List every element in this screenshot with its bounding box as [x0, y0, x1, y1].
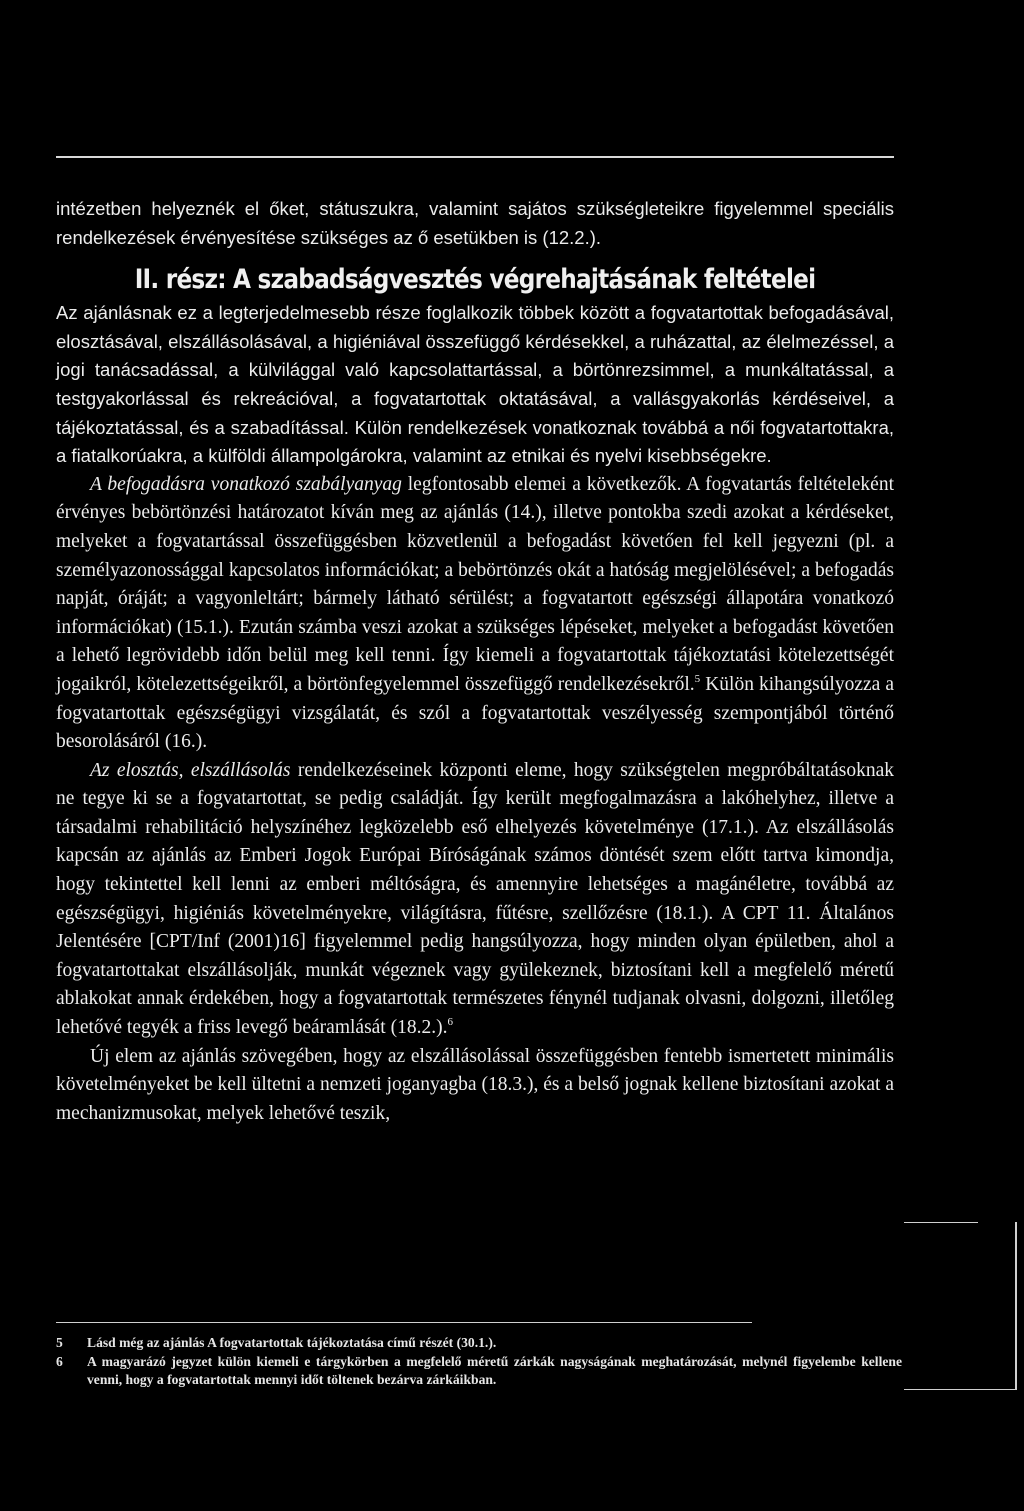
footnote-text: A magyarázó jegyzet külön kiemeli e tárgykörben a megfelelő méretű zárkák nagyságának meghatározását, melynél figyelembe kellene venni, hogy a fogvatartottak mennyi időt töltenek bezárva zárkáikban. — [87, 1353, 902, 1387]
footnote-separator — [56, 1322, 752, 1323]
paragraph-new-element: Új elem az ajánlás szövegében, hogy az elszállásolással összefüggésben fentebb ismertetett minimális követelményeket be kell ültetni a nemzeti joganyagba (18.3.), és a belső jognak kellene biztosítani azokat a mechanizmusokat, melyek lehetővé teszik, — [56, 1045, 894, 1124]
margin-frame-top — [904, 1222, 978, 1223]
footnote-number: 6 — [56, 1353, 63, 1369]
section-heading: II. rész: A szabadságvesztés végrehajtásának feltételei — [134, 264, 816, 296]
admission-text-b: Külön kihangsúlyozza a fogvatartottak egészségügyi vizsgálatát, és szól a fogvatartottak veszélyesség szempontjából történő besorolásáról (16.). — [56, 673, 894, 753]
margin-frame-bottom — [904, 1389, 1016, 1390]
paragraph-admission — [56, 471, 894, 757]
margin-frame-right — [1015, 1222, 1017, 1390]
footnote-number: 5 — [56, 1335, 63, 1350]
paragraph-overview: Az ajánlásnak ez a legterjedelmesebb része foglalkozik többek között a fogvatartottak befogadásával, elosztásával, elszállásolásával, a higiéniával összefüggő kérdésekkel, a ruházattal, az élelmezéssel, a jogi tanácsadással, a külvilággal való kapcsolattartással, a börtönrezsimmel, a munkáltatással, a testgyakorlással és rekreációval, a fogvatartottak oktatásával, a vallásgyakorlás kérdéseivel, a tájékoztatással, és a szabadítással. Külön rendelkezések vonatkoznak továbbá a női fogvatartottakra, a fiatalkorúakra, a külföldi állampolgárokra, valamint az etnikai és nyelvi kisebbségekre. — [56, 302, 894, 467]
admission-text-a: legfontosabb elemei a következők. A fogvatartás feltételeként érvényes bebörtönzési határozatot kíván meg az ajánlás (14.), illetve pontokba szedi azokat a kérdéseket, melyeket a fogvatartással összefüggésben közvetlenül a befogadást követően fel kell jegyezni (pl. a személyazonossággal kapcsolatos információkat; a bebörtönzés okát a hatóság megjelölésével; a befogadás napját, óráját; a vagyonleltárt; bármely látható sérülést; a fogvatartott egészségi állapotára vonatkozó információkat) (15.1.). Ezután számba veszi azokat a szükséges lépéseket, melyeket a befogadást követően a lehető legrövidebb időn belül meg kell tenni. Így kiemeli a fogvatartottak tájékoztatási kötelezettségét jogaikról, kötelezettségeikről, a börtönfegyelemmel összefüggő rendelkezésekről. — [56, 473, 894, 695]
allocation-italic-term: Az elosztás, elszállásolás — [90, 759, 291, 781]
footnote-ref-6[interactable]: 6 — [447, 1016, 453, 1029]
paragraph-allocation — [56, 757, 894, 1043]
admission-italic-term: A befogadásra vonatkozó szabályanyag — [90, 473, 402, 495]
footnote-ref-5[interactable]: 5 — [694, 672, 701, 685]
footnotes — [56, 1334, 902, 1390]
allocation-text: rendelkezéseinek központi eleme, hogy szükségtelen megpróbáltatásoknak ne tegye ki se a fogvatartottat, se pedig családját. Így került megfogalmazásra a lakóhelyhez, illetve a társadalmi rehabilitáció helyszínéhez legközelebb eső elhelyezés követelménye (17.1.). Az elszállásolás kapcsán az ajánlás az Emberi Jogok Európai Bíróságának számos döntését szem előtt tartva kimondja, hogy tekintettel kell lenni az emberi méltóságra, és amennyire lehetséges a magánéletre, továbbá az egészségügyi, higiéniás követelményekre, világításra, fűtésre, szellőzésre (18.1.). A CPT 11. Általános Jelentésére [CPT/Inf (2001)16] figyelemmel pedig hangsúlyozza, hogy minden olyan épületben, ahol a fogvatartottakat elszállásolják, munkát végeznek vagy gyülekeznek, biztosítani kell a megfelelő méretű ablakokat annak érdekében, hogy a fogvatartottak természetes fénynél tudjanak olvasni, dolgozni, illetőleg lehetővé tegyék a friss levegő beáramlását (18.2.). — [56, 759, 894, 1039]
continuation-paragraph: intézetben helyeznék el őket, státuszukra, valamint sajátos szükségleteikre figyelemmel speciális rendelkezések érvényesítése szükséges az ő esetükben is (12.2.). — [56, 198, 894, 248]
footnote-item — [56, 1353, 902, 1390]
page-body — [56, 195, 894, 1128]
header-rule — [56, 156, 894, 158]
footnote-text: Lásd még az ajánlás A fogvatartottak tájékoztatása című részét (30.1.). — [87, 1335, 497, 1350]
footnote-item — [56, 1334, 902, 1353]
